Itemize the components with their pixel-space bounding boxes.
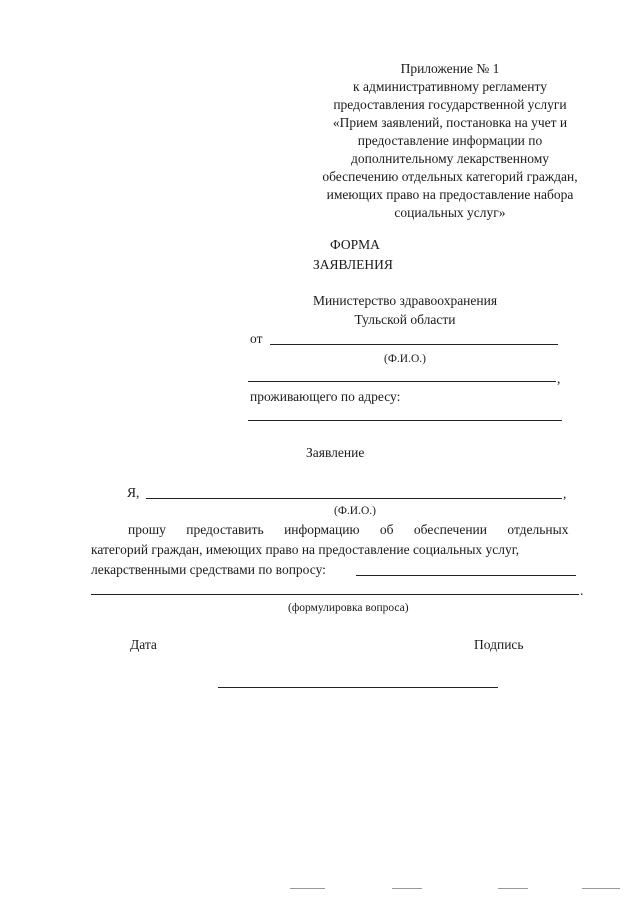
date-label: Дата: [130, 637, 157, 652]
appendix-line-9: социальных услуг»: [394, 205, 506, 220]
residence-label: проживающего по адресу:: [250, 389, 401, 404]
scan-artifact: [582, 888, 620, 889]
addressee-line-2: Тульской области: [354, 312, 456, 327]
fio-caption: (Ф.И.О.): [384, 353, 426, 365]
from-label: от: [250, 331, 263, 346]
appendix-line-2: к административному регламенту: [353, 79, 547, 94]
signature-label: Подпись: [474, 637, 524, 652]
appendix-line-7: обеспечению отдельных категорий граждан,: [322, 169, 578, 184]
comma-1: ,: [557, 371, 561, 386]
request-text-line-1: прошу предоставить информацию об обеспечении отдельных: [128, 522, 569, 537]
signature-line[interactable]: [218, 687, 498, 688]
appendix-line-4: «Прием заявлений, постановка на учет и: [332, 115, 568, 130]
comma-2: ,: [563, 486, 567, 501]
scan-artifact: [290, 888, 325, 889]
request-text-line-2: категорий граждан, имеющих право на предоставление социальных услуг,: [91, 542, 520, 557]
i-label: Я,: [127, 485, 140, 500]
period: .: [580, 583, 584, 598]
address-line[interactable]: [248, 420, 562, 421]
question-line-2[interactable]: [91, 594, 579, 595]
appendix-line-5: предоставление информации по: [357, 133, 543, 148]
appendix-line-8: имеющих право на предоставление набора: [326, 187, 574, 202]
form-title-line-1: ФОРМА: [330, 237, 380, 252]
from-fio-line[interactable]: [270, 344, 558, 345]
appendix-line-1: Приложение № 1: [400, 61, 500, 76]
appendix-line-6: дополнительному лекарственному: [350, 151, 549, 166]
question-caption: (формулировка вопроса): [288, 602, 409, 614]
fio-caption-2: (Ф.И.О.): [334, 505, 376, 517]
from-fio-line-2[interactable]: [248, 381, 556, 382]
addressee-line-1: Министерство здравоохранения: [312, 293, 498, 308]
appendix-line-3: предоставления государственной услуги: [333, 97, 567, 112]
question-line-1[interactable]: [356, 575, 576, 576]
request-text-line-3: лекарственными средствами по вопросу:: [91, 562, 326, 577]
applicant-fio-line[interactable]: [146, 498, 562, 499]
scan-artifact: [498, 888, 528, 889]
statement-title: Заявление: [306, 445, 365, 460]
form-title-line-2: ЗАЯВЛЕНИЯ: [313, 257, 393, 272]
scan-artifact: [392, 888, 422, 889]
